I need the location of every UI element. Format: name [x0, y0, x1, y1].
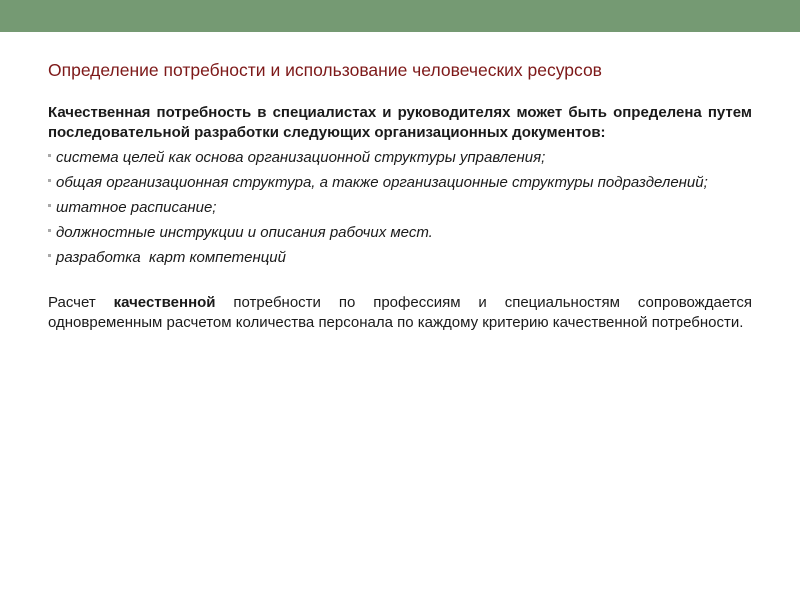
slide-title: Определение потребности и использование человеческих ресурсов: [48, 60, 602, 80]
bullet-text: должностные инструкции и описания рабочих мест.: [56, 224, 433, 241]
bullet-icon: [48, 229, 51, 232]
outro-text-start: Расчет: [48, 294, 114, 311]
intro-paragraph: Качественная потребность в специалистах и руководителях может быть определена путем последовательной разработки следующих организационных документов:: [48, 104, 752, 141]
bullet-text: штатное расписание;: [56, 199, 217, 216]
bullet-text: общая организационная структура, а также организационные структуры подразделений;: [56, 174, 708, 191]
bullet-item: [48, 223, 752, 243]
bullet-item: [48, 148, 752, 168]
slide-content: [48, 103, 752, 333]
outro-emphasis: качественной: [113, 294, 216, 311]
bullet-item: [48, 198, 752, 218]
bullet-text: система целей как основа организационной структуры управления;: [56, 149, 546, 166]
outro-paragraph: [48, 293, 752, 333]
bullet-text: разработка карт компетенций: [56, 249, 286, 266]
top-band: [0, 0, 800, 32]
bullet-icon: [48, 204, 51, 207]
bullet-icon: [48, 179, 51, 182]
bullet-list: [48, 148, 752, 268]
bullet-icon: [48, 154, 51, 157]
outro-text-end: потребности по профессиям и специальностям сопровождается одновременным расчетом количества персонала по каждому критерию качественной потребности.: [48, 294, 752, 331]
bullet-icon: [48, 254, 51, 257]
bullet-item: [48, 248, 752, 268]
bullet-item: [48, 173, 752, 193]
